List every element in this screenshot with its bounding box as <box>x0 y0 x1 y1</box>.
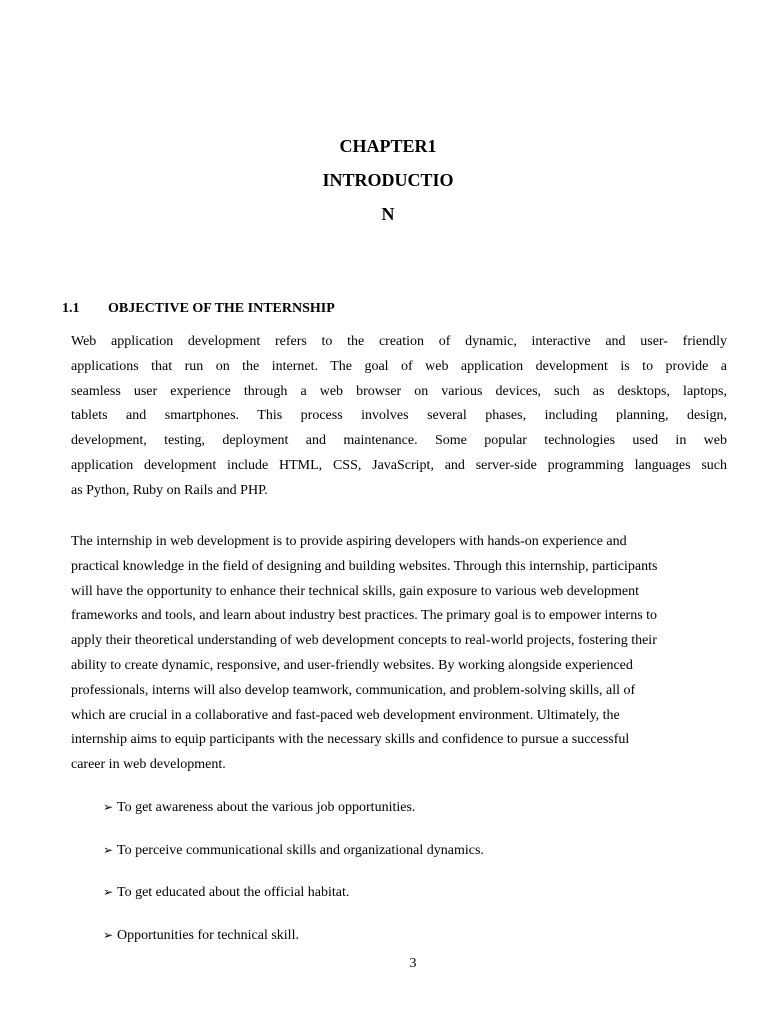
arrow-bullet-icon: ➢ <box>103 842 114 857</box>
chapter-title-line-1: INTRODUCTIO <box>322 170 454 190</box>
list-item-text: Opportunities for technical skill. <box>117 927 299 943</box>
list-item-text: To perceive communicational skills and organizational dynamics. <box>117 842 484 858</box>
paragraph-line: The internship in web development is to provide aspiring developers with hands-on experience and <box>71 534 627 549</box>
paragraph-line: as Python, Ruby on Rails and PHP. <box>71 482 268 498</box>
paragraph-line: ability to create dynamic, responsive, and user-friendly websites. By working alongside experienced <box>71 657 633 673</box>
paragraph-line: which are crucial in a collaborative and fast-paced web development environment. Ultimately, the <box>71 707 620 723</box>
paragraph-line: seamless user experience through a web browser on various devices, such as desktops, laptops, <box>71 383 727 399</box>
paragraph-line: tablets and smartphones. This process involves several phases, including planning, design, <box>71 408 727 424</box>
objectives-list <box>103 797 484 967</box>
paragraph-line: development, testing, deployment and maintenance. Some popular technologies used in web <box>71 433 727 449</box>
paragraph-internship <box>71 530 727 778</box>
chapter-title-line-2: N <box>381 204 395 224</box>
page-number: 3 <box>409 956 417 971</box>
paragraph-line: frameworks and tools, and learn about industry best practices. The primary goal is to empower interns to <box>71 608 658 624</box>
section-title: OBJECTIVE OF THE INTERNSHIP <box>108 301 335 316</box>
list-item-text: To get educated about the official habitat. <box>117 885 350 900</box>
paragraph-line: apply their theoretical understanding of web development concepts to real-world projects, fostering their <box>71 633 657 649</box>
list-item-text: To get awareness about the various job opportunities. <box>117 800 416 815</box>
paragraph-line: Web application development refers to the creation of dynamic, interactive and user- friendly <box>71 334 727 349</box>
paragraph-line: practical knowledge in the field of designing and building websites. Through this internship, participants <box>71 558 658 574</box>
list-item <box>103 882 484 925</box>
arrow-bullet-icon: ➢ <box>103 885 114 899</box>
paragraph-line: application development include HTML, CSS, JavaScript, and server-side programming languages such <box>71 457 727 473</box>
paragraph-web-application-development <box>71 330 727 504</box>
list-item <box>103 840 484 883</box>
paragraph-line: will have the opportunity to enhance their technical skills, gain exposure to various web development <box>71 583 640 599</box>
paragraph-line: professionals, interns will also develop teamwork, communication, and problem-solving skills, all of <box>71 682 636 698</box>
section-number: 1.1 <box>62 301 80 316</box>
chapter-label: CHAPTER1 <box>339 136 437 156</box>
section-heading <box>62 299 335 319</box>
arrow-bullet-icon: ➢ <box>103 800 114 814</box>
paragraph-line: applications that run on the internet. The goal of web application development is to provide a <box>71 358 727 374</box>
chapter-heading <box>0 129 768 231</box>
paragraph-line: career in web development. <box>71 757 226 773</box>
arrow-bullet-icon: ➢ <box>103 927 114 942</box>
paragraph-line: internship aims to equip participants with the necessary skills and confidence to pursue a successful <box>71 732 630 748</box>
list-item <box>103 797 484 840</box>
